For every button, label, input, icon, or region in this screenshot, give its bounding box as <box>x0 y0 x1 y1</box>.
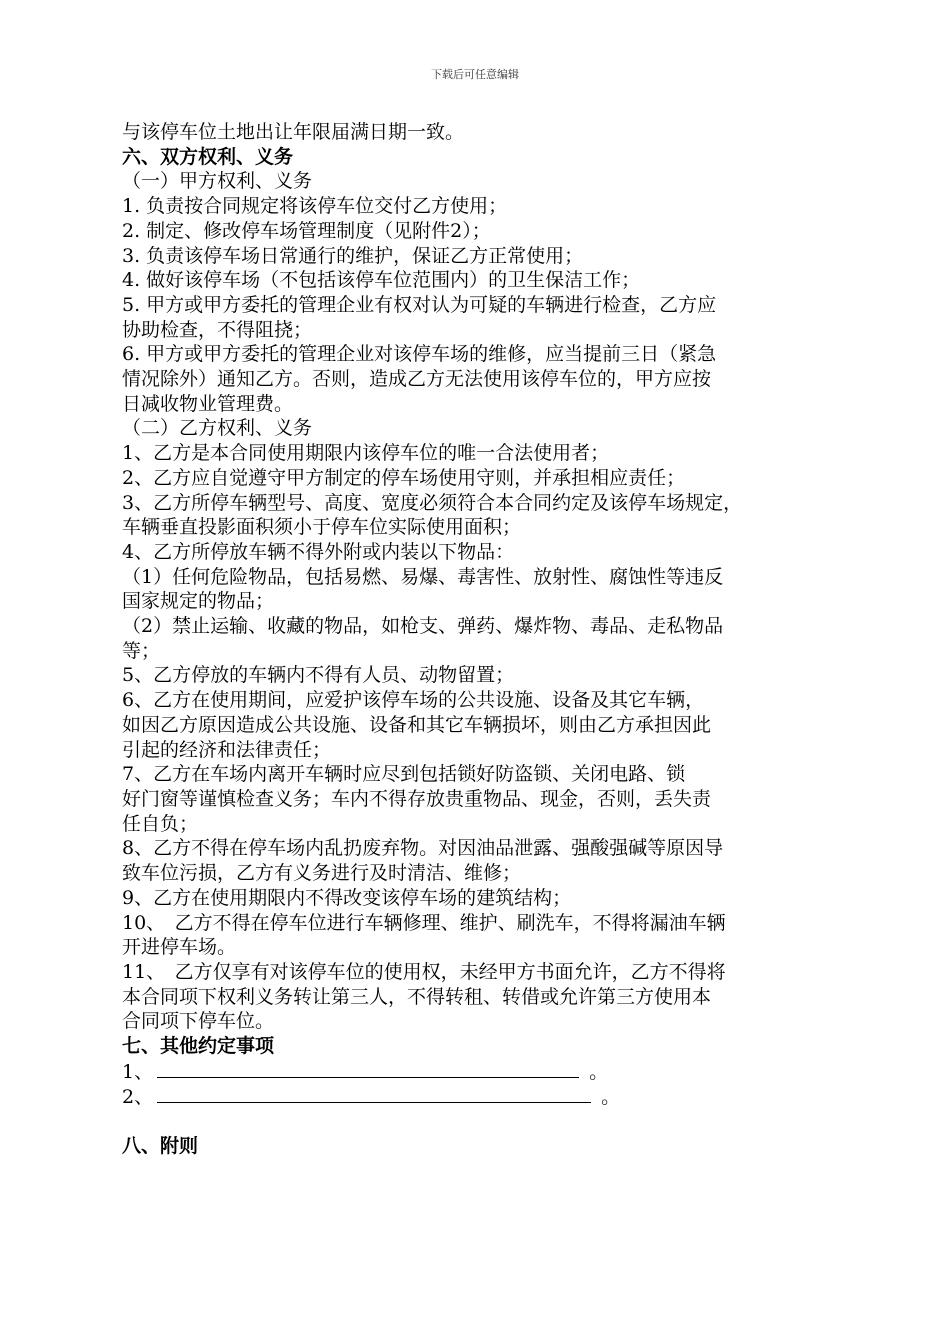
text-line: 3、乙方所停车辆型号、高度、宽度必须符合本合同约定及该停车场规定， <box>122 491 743 514</box>
spacer <box>122 1110 842 1134</box>
text-line: 车辆垂直投影面积须小于停车位实际使用面积； <box>122 516 522 539</box>
text-line: 5. 甲方或甲方委托的管理企业有权对认为可疑的车辆进行检查，乙方应 <box>122 293 717 316</box>
text-line: 致车位污损，乙方有义务进行及时清洁、维修； <box>122 862 522 885</box>
text-line: （1）任何危险物品，包括易燃、易爆、毒害性、放射性、腐蚀性等违反 <box>122 565 724 588</box>
text-line: 6、乙方在使用期间，应爱护该停车场的公共设施、设备及其它车辆， <box>122 689 705 712</box>
blank-item-2 <box>122 1084 842 1110</box>
text-line: 10、 乙方不得在停车位进行车辆修理、维护、刷洗车，不得将漏油车辆 <box>122 911 726 934</box>
text-line: 4. 做好该停车场（不包括该停车位范围内）的卫生保洁工作； <box>122 269 641 292</box>
blank-item-2-suffix: 。 <box>601 1086 621 1109</box>
blank-item-1-prefix: 1、 <box>122 1060 154 1083</box>
section-heading: 六、双方权利、义务 <box>122 145 294 168</box>
section-heading-8: 八、附则 <box>122 1135 199 1158</box>
text-line: 如因乙方原因造成公共设施、设备和其它车辆损坏，则由乙方承担因此 <box>122 713 712 736</box>
text-line: 引起的经济和法律责任； <box>122 738 332 761</box>
text-line: 合同项下停车位。 <box>122 1010 275 1033</box>
text-line: 4、乙方所停放车辆不得外附或内装以下物品： <box>122 540 515 563</box>
text-line: 7、乙方在车场内离开车辆时应尽到包括锁好防盗锁、关闭电路、锁 <box>122 763 686 786</box>
text-line: 等； <box>122 639 161 662</box>
text-line: 6. 甲方或甲方委托的管理企业对该停车场的维修，应当提前三日（紧急 <box>122 343 717 366</box>
text-line: 1、乙方是本合同使用期限内该停车位的唯一合法使用者； <box>122 442 610 465</box>
text-line: 与该停车位土地出让年限届满日期一致。 <box>122 121 465 143</box>
text-line: 任自负； <box>122 812 199 835</box>
text-line: 3. 负责该停车场日常通行的维护，保证乙方正常使用； <box>122 244 584 267</box>
text-line: 9、乙方在使用期限内不得改变该停车场的建筑结构； <box>122 886 572 909</box>
text-line: 11、 乙方仅享有对该停车位的使用权，未经甲方书面允许，乙方不得将 <box>122 960 726 983</box>
page-header: 下载后可任意编辑 <box>431 68 519 81</box>
text-line: 情况除外）通知乙方。否则，造成乙方无法使用该停车位的，甲方应按 <box>122 368 712 391</box>
section-heading: 七、其他约定事项 <box>122 1035 275 1058</box>
text-line: 开进停车场。 <box>122 936 237 959</box>
blank-item-1-underline[interactable] <box>157 1059 579 1078</box>
document-body <box>122 120 842 1159</box>
text-line: 2、乙方应自觉遵守甲方制定的停车场使用守则，并承担相应责任； <box>122 466 686 489</box>
text-line: （2）禁止运输、收藏的物品，如枪支、弹药、爆炸物、毒品、走私物品 <box>122 615 724 638</box>
text-line: 协助检查，不得阻挠； <box>122 318 313 341</box>
text-line: （二）乙方权利、义务 <box>122 417 313 440</box>
text-line: 本合同项下权利义务转让第三人，不得转租、转借或允许第三方使用本 <box>122 985 712 1008</box>
text-line: 8、乙方不得在停车场内乱扔废弃物。对因油品泄露、强酸强碱等原因导 <box>122 837 724 860</box>
blank-item-1 <box>122 1059 842 1085</box>
text-line: 国家规定的物品； <box>122 590 275 613</box>
text-line: 5、乙方停放的车辆内不得有人员、动物留置； <box>122 664 515 687</box>
body-lines <box>122 120 842 1059</box>
blank-item-2-underline[interactable] <box>157 1084 591 1103</box>
text-line: （一）甲方权利、义务 <box>122 170 313 193</box>
text-line: 日减收物业管理费。 <box>122 392 294 415</box>
text-line: 1. 负责按合同规定将该停车位交付乙方使用； <box>122 195 508 218</box>
blank-item-2-prefix: 2、 <box>122 1086 154 1109</box>
text-line: 好门窗等谨慎检查义务；车内不得存放贵重物品、现金，否则，丢失责 <box>122 787 712 810</box>
blank-item-1-suffix: 。 <box>589 1060 609 1083</box>
text-line: 2. 制定、修改停车场管理制度（见附件2）； <box>122 219 491 242</box>
